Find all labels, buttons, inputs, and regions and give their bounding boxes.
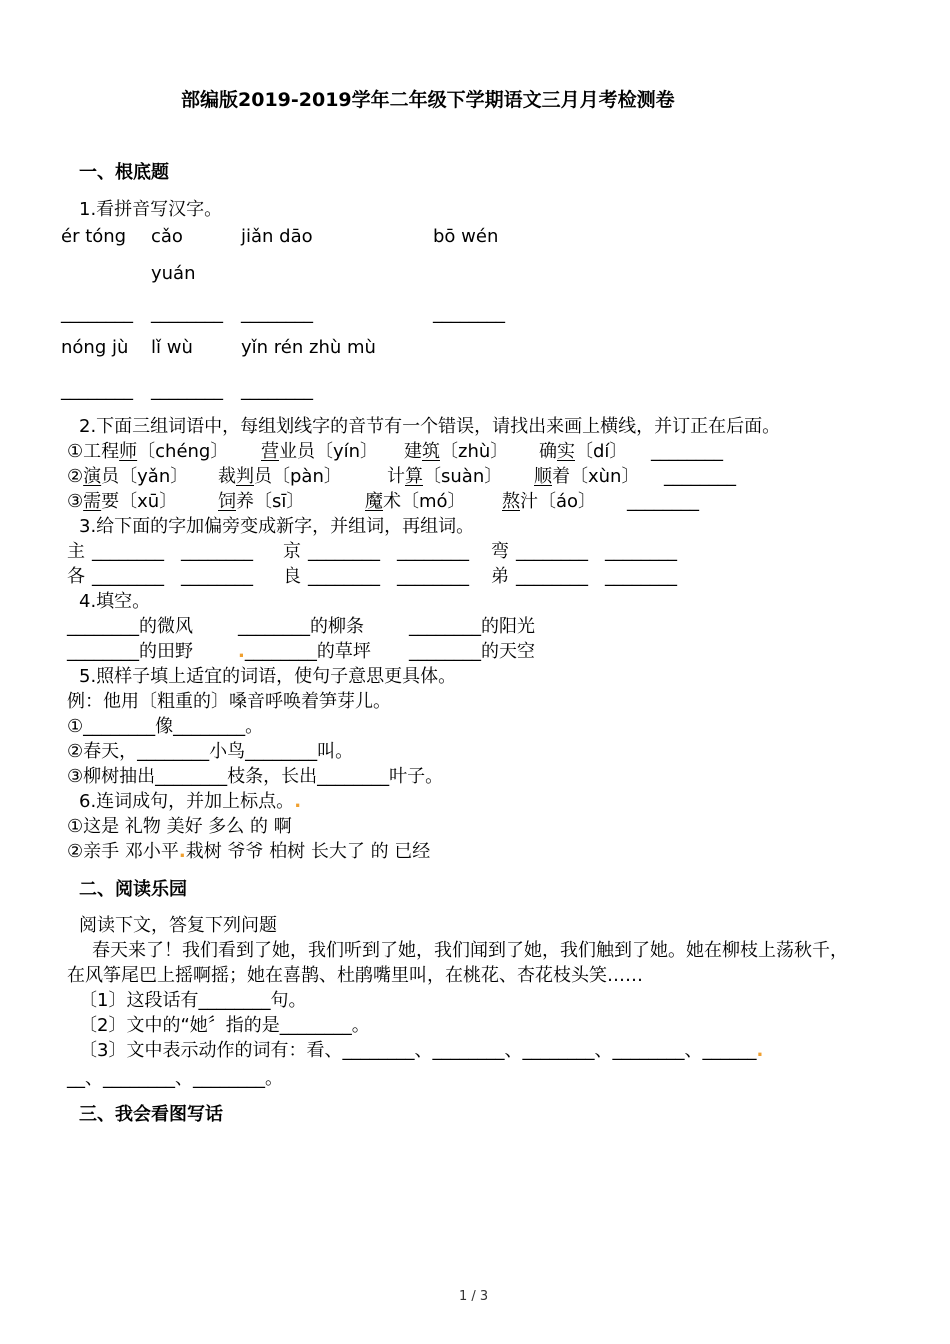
reading-q3-continued: __、________、________。 — [67, 1068, 283, 1089]
answer-blank[interactable]: ________ — [432, 1040, 505, 1061]
q2-row-2: ②演员〔yǎn〕 — [67, 466, 189, 487]
q2-row-3-word-4: 熬汁〔áo〕 — [502, 491, 597, 512]
answer-blank[interactable]: ________ — [92, 566, 164, 587]
q3-char: 良 — [283, 566, 301, 587]
pinyin-yuan: yuán — [151, 263, 196, 284]
pinyin-jiandao: jiǎn dāo — [241, 226, 313, 247]
q3-char: 主 — [67, 541, 85, 562]
answer-blank[interactable]: ________ — [664, 466, 736, 487]
answer-blank[interactable]: ________ — [67, 641, 139, 662]
q6-line-2: ②亲手 邓小平.栽树 爷爷 柏树 长大了 的 已经 — [67, 841, 431, 862]
answer-blank[interactable]: ________ — [397, 566, 469, 587]
q2-row-3-word-2: 饲养〔sī〕 — [218, 491, 305, 512]
q5-example: 例：他用〔粗重的〕嗓音呼唤着笋芽儿。 — [67, 691, 391, 712]
reading-intro: 阅读下文，答复下列问题 — [79, 915, 277, 936]
answer-blank[interactable]: __ — [67, 1068, 85, 1089]
reading-q3: 〔3〕文中表示动作的词有：看、________、________、________、________、______. — [79, 1040, 764, 1061]
q4-prompt: 4.填空。 — [79, 591, 151, 612]
answer-blank[interactable]: ________ — [397, 541, 469, 562]
answer-blank[interactable]: ________ — [308, 541, 380, 562]
orange-dot: . — [238, 641, 245, 662]
answer-blank[interactable]: ________ — [103, 1068, 175, 1089]
pinyin-nongju: nóng jù — [61, 337, 129, 358]
document-title: 部编版2019-2019学年二年级下学期语文三月月考检测卷 — [181, 89, 675, 111]
q2-row-1-word-3: 建筑〔zhù〕 — [404, 441, 509, 462]
answer-blank[interactable]: ________ — [61, 380, 133, 401]
q5-prompt: 5.照样子填上适宜的词语，使句子意思更具体。 — [79, 666, 457, 687]
answer-blank[interactable]: ________ — [308, 566, 380, 587]
q2-row-3-word-3: 魔术〔mó〕 — [365, 491, 466, 512]
answer-blank[interactable]: ________ — [245, 741, 318, 762]
answer-blank[interactable]: ________ — [605, 541, 677, 562]
orange-dot: . — [756, 1040, 764, 1061]
q4-item: ________的天空 — [409, 641, 535, 662]
q3-char: 京 — [283, 541, 301, 562]
answer-blank[interactable]: ________ — [612, 1040, 685, 1061]
q3-prompt: 3.给下面的字加偏旁变成新字，并组词，再组词。 — [79, 516, 475, 537]
answer-blank[interactable]: ________ — [516, 541, 588, 562]
orange-dot: . — [178, 841, 186, 862]
q2-row-1: ①工程师〔chéng〕 — [67, 441, 229, 462]
answer-blank[interactable]: ________ — [605, 566, 677, 587]
q2-prompt: 2.下面三组词语中，每组划线字的音节有一个错误，请找出来画上横线，并订正在后面。 — [79, 416, 781, 437]
answer-blank[interactable]: ________ — [244, 641, 317, 662]
pinyin-bowen: bō wén — [433, 226, 499, 247]
q5-line-3: ③柳树抽出________枝条，长出________叶子。 — [67, 766, 444, 787]
q5-line-1: ①________像________。 — [67, 716, 264, 737]
answer-blank[interactable]: ________ — [92, 541, 164, 562]
answer-blank[interactable]: ________ — [173, 716, 246, 737]
answer-blank[interactable]: ________ — [317, 766, 390, 787]
answer-blank[interactable]: ________ — [409, 641, 481, 662]
pinyin-cao: cǎo — [151, 226, 183, 247]
reading-q2: 〔2〕文中的“她〞指的是________。 — [79, 1015, 370, 1036]
q5-line-2: ②春天，________小鸟________叫。 — [67, 741, 354, 762]
answer-blank[interactable]: ________ — [409, 616, 481, 637]
q2-row-2-word-4: 顺着〔xùn〕 — [534, 466, 640, 487]
reading-paragraph-line-2: 在风筝尾巴上摇啊摇；她在喜鹊、杜鹃嘴里叫，在桃花、杏花枝头笑…… — [67, 965, 643, 986]
q4-item: ________的柳条 — [238, 616, 364, 637]
answer-blank[interactable]: ________ — [137, 741, 210, 762]
q2-row-2-word-3: 计算〔suàn〕 — [387, 466, 503, 487]
pinyin-liwu: lǐ wù — [151, 337, 193, 358]
section-3-heading: 三、我会看图写话 — [79, 1104, 223, 1125]
orange-dot: . — [294, 791, 302, 812]
answer-blank[interactable]: ________ — [151, 380, 223, 401]
q3-char: 弯 — [491, 541, 509, 562]
answer-blank[interactable]: ________ — [241, 380, 313, 401]
answer-blank[interactable]: ________ — [151, 303, 223, 324]
pinyin-ertong: ér tóng — [61, 226, 127, 247]
q3-char: 弟 — [491, 566, 509, 587]
answer-blank[interactable]: ________ — [516, 566, 588, 587]
q6-prompt: 6.连词成句，并加上标点。. — [79, 791, 302, 812]
answer-blank[interactable]: ________ — [238, 616, 310, 637]
q4-item: .________的草坪 — [238, 641, 371, 662]
answer-blank[interactable]: ________ — [83, 716, 156, 737]
answer-blank[interactable]: ________ — [193, 1068, 265, 1089]
answer-blank[interactable]: ________ — [627, 491, 699, 512]
answer-blank[interactable]: ________ — [181, 541, 253, 562]
answer-blank[interactable]: ______ — [702, 1040, 757, 1061]
answer-blank[interactable]: ________ — [279, 1015, 352, 1036]
pinyin-yinrenzhumu: yǐn rén zhù mù — [241, 337, 376, 358]
reading-q1: 〔1〕这段话有________句。 — [79, 990, 307, 1011]
answer-blank[interactable]: ________ — [181, 566, 253, 587]
answer-blank[interactable]: ________ — [522, 1040, 595, 1061]
q4-item: ________的阳光 — [409, 616, 535, 637]
q1-prompt: 1.看拼音写汉字。 — [79, 199, 223, 220]
answer-blank[interactable]: ________ — [651, 441, 723, 462]
section-2-heading: 二、阅读乐园 — [79, 879, 187, 900]
answer-blank[interactable]: ________ — [241, 303, 313, 324]
answer-blank[interactable]: ________ — [155, 766, 228, 787]
answer-blank[interactable]: ________ — [61, 303, 133, 324]
q3-char: 各 — [67, 566, 85, 587]
q6-line-1: ①这是 礼物 美好 多么 的 啊 — [67, 816, 292, 837]
answer-blank[interactable]: ________ — [433, 303, 505, 324]
q4-item: ________的微风 — [67, 616, 193, 637]
q2-row-1-word-2: 营业员〔yín〕 — [261, 441, 379, 462]
q4-item: ________的田野 — [67, 641, 193, 662]
q2-row-2-word-2: 裁判员〔pàn〕 — [218, 466, 342, 487]
answer-blank[interactable]: ________ — [67, 616, 139, 637]
q2-row-3: ③需要〔xū〕 — [67, 491, 178, 512]
section-1-heading: 一、根底题 — [79, 162, 169, 183]
q2-row-1-word-4: 确实〔dí〕 — [539, 441, 628, 462]
answer-blank[interactable]: ________ — [198, 990, 271, 1011]
answer-blank[interactable]: ________ — [342, 1040, 415, 1061]
page-number: 1 / 3 — [459, 1289, 489, 1304]
reading-paragraph-line-1: 春天来了！我们看到了她，我们听到了她，我们闻到了她，我们触到了她。她在柳枝上荡秋千， — [92, 940, 848, 961]
